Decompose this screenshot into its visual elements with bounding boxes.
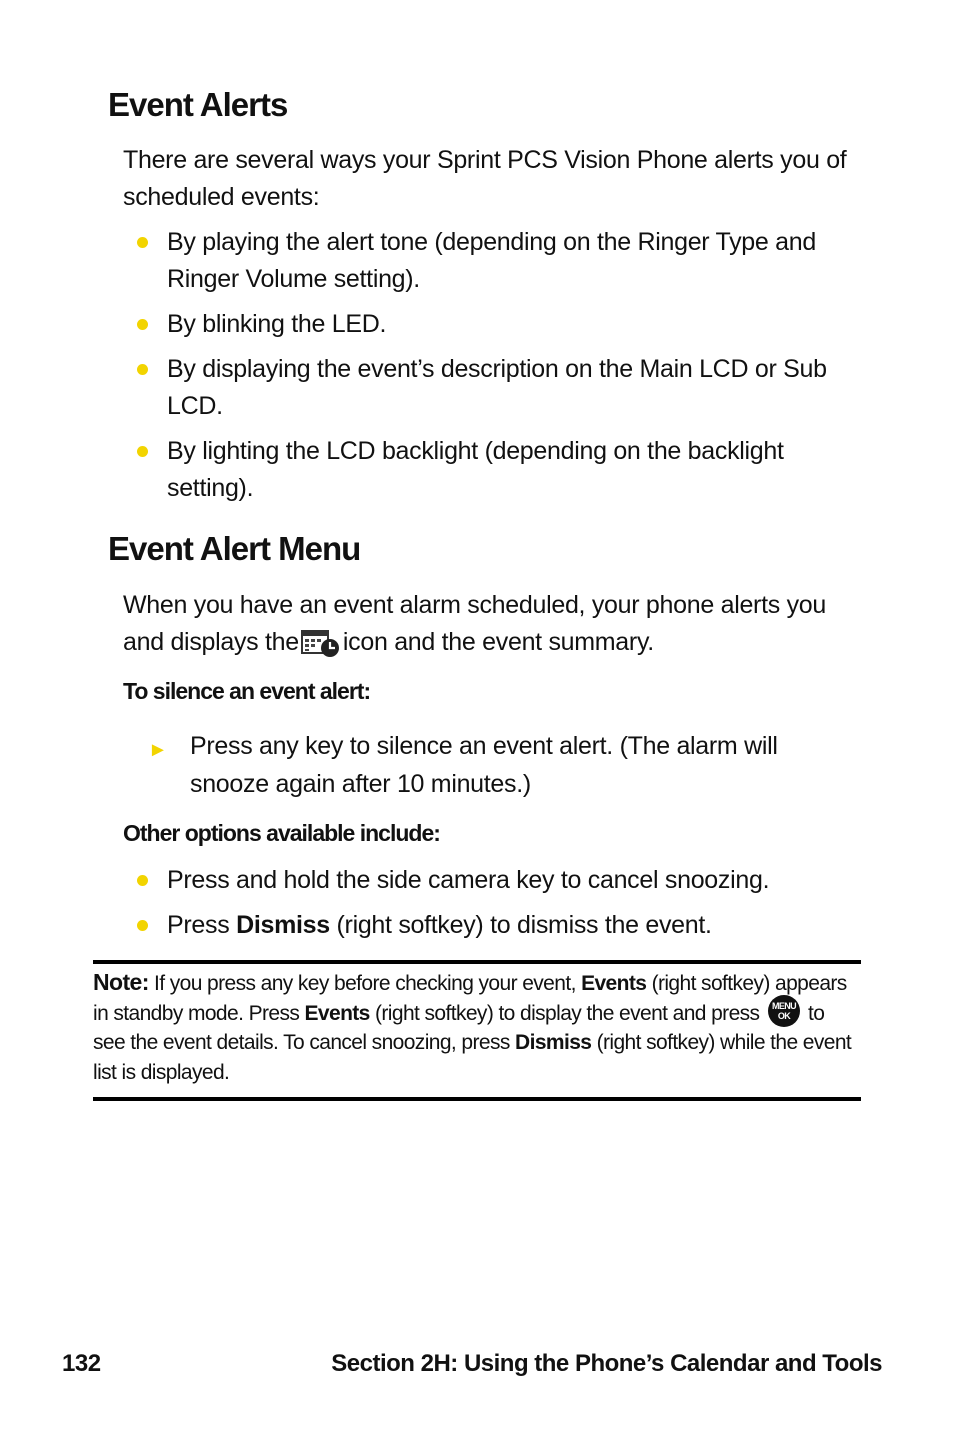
note-box: Note: If you press any key before checking your event, Events (right softkey) appears in standby mode. Press Events (right softkey) to display the event and press MENU OK to see the event details. To cancel snoozing, press Dismiss (right softkey) while the event list is displayed.: [93, 960, 861, 1101]
step-arrow-icon: ►: [148, 739, 168, 761]
event-alerts-intro: There are several ways your Sprint PCS Vision Phone alerts you of scheduled events:: [123, 146, 847, 211]
list-item: By lighting the LCD backlight (depending on the backlight setting).: [123, 433, 863, 507]
list-item: By displaying the event’s description on the Main LCD or Sub LCD.: [123, 351, 863, 425]
menu-ok-key-icon: [767, 994, 801, 1028]
svg-text:MENU: MENU: [771, 1000, 796, 1011]
svg-text:OK: OK: [777, 1010, 790, 1021]
list-item: Press Dismiss (right softkey) to dismiss the event.: [123, 907, 863, 944]
bullet-dot-icon: [137, 875, 148, 886]
note-label: Note:: [93, 969, 149, 995]
list-item: By playing the alert tone (depending on the Ringer Type and Ringer Volume setting).: [123, 224, 863, 298]
silence-alert-heading: To silence an event alert:: [123, 678, 371, 704]
section-footer-title: Section 2H: Using the Phone’s Calendar and Tools: [331, 1350, 882, 1377]
events-key-label: Events: [304, 1001, 370, 1025]
section-title-event-alert-menu: Event Alert Menu: [108, 530, 361, 567]
event-alarm-icon: [301, 628, 341, 658]
event-alert-menu-intro: When you have an event alarm scheduled, your phone alerts you and displays the icon and the event summary.: [123, 587, 863, 661]
list-item: Press and hold the side camera key to cancel snoozing.: [123, 862, 863, 899]
events-key-label: Events: [581, 972, 647, 995]
silence-step: ► Press any key to silence an event alert. (The alarm will snooze again after 10 minutes.): [148, 732, 778, 798]
other-options-heading: Other options available include:: [123, 820, 440, 846]
page-number: 132: [62, 1350, 101, 1377]
bullet-dot-icon: [137, 920, 148, 931]
dismiss-key-label: Dismiss: [515, 1031, 592, 1054]
bullet-dot-icon: [137, 237, 148, 248]
bullet-dot-icon: [137, 446, 148, 457]
section-title-event-alerts: Event Alerts: [108, 86, 288, 123]
bullet-dot-icon: [137, 364, 148, 375]
other-options-list: [123, 862, 863, 952]
bullet-dot-icon: [137, 319, 148, 330]
dismiss-key-label: Dismiss: [236, 911, 330, 939]
alert-methods-list: [123, 224, 863, 515]
list-item: By blinking the LED.: [123, 306, 863, 343]
